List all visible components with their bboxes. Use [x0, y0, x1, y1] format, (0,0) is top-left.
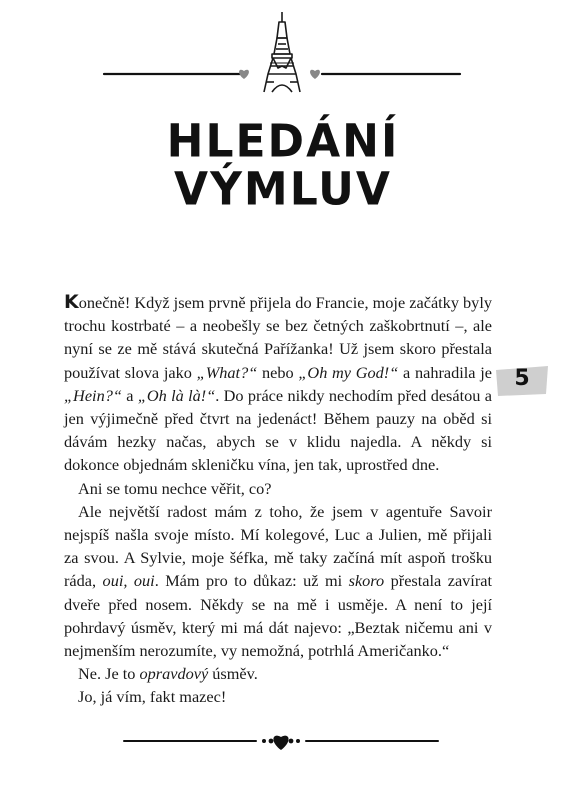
italic-phrase: „Hein?“: [64, 385, 122, 405]
paragraph: Jo, já vím, fakt mazec!: [78, 687, 227, 707]
paragraph: [64, 662, 492, 685]
heart-icon: [310, 70, 320, 79]
paragraph: [64, 291, 492, 477]
drop-cap: K: [64, 291, 79, 313]
paragraph-text: úsměv.: [208, 664, 258, 684]
chapter-title-line-1: HLEDÁNÍ: [166, 114, 400, 168]
paragraph-text: . Mám pro to důkaz: už mi: [154, 571, 349, 591]
chapter-title: [0, 114, 566, 216]
italic-phrase: „What?“: [196, 362, 258, 382]
top-ornament: [96, 8, 468, 100]
paragraph-text: a: [121, 385, 138, 405]
heart-icon: [273, 736, 288, 750]
italic-phrase: oui, oui: [102, 571, 155, 591]
paragraph: [64, 500, 492, 662]
page-number-tab: [494, 364, 550, 398]
paragraph-text: . Do práce nikdy nechodím před desátou a jen výjimečně před čtvrt na jedenáct! Během pauzy na oběd si dávám hezky načas, abych se v klidu najedla. A někdy si dokonce objednám skleničku vína, jen tak, uprostřed dne.: [64, 385, 492, 475]
paragraph: Ani se tomu nechce věřit, co?: [78, 478, 272, 498]
paragraph-text: a nahradila je: [398, 362, 492, 382]
italic-phrase: „Oh my God!“: [298, 362, 399, 382]
italic-phrase: „Oh là là!“: [137, 385, 216, 405]
page-number: 5: [514, 366, 530, 391]
paragraph-text: přestala zavírat dveře před nosem. Někdy se na mě i usměje. A není to její pohrdavý úsměv, který mi má dát najevo: „Beztak ničemu ani v nejmenším nerozumíte, vy nemožná, potrhlá Američanko.“: [64, 571, 493, 661]
italic-phrase: skoro: [348, 571, 385, 591]
paragraph-text: Ne. Je to: [78, 664, 140, 684]
italic-phrase: opravdový: [139, 664, 209, 684]
paragraph-text: onečně! Když jsem prvně přijela do Francie, moje začátky byly trochu kostrbaté – a neobešly se bez četných zaškobrtnutí –, ale nyní se ze mě stává skutečná Pařížanka! Už jsem skoro přestala používat slova jako: [64, 293, 492, 382]
bottom-ornament: [120, 728, 442, 754]
chapter-title-line-2: VÝMLUV: [174, 162, 392, 216]
heart-icon: [239, 70, 249, 79]
eiffel-tower-icon: [264, 12, 300, 92]
chapter-body: [64, 291, 492, 709]
paragraph-text: nebo: [257, 362, 299, 382]
paragraph-text: Ale největší radost mám z toho, že jsem v agentuře Savoir nejspíš našla svoje místo. Mí kolegové, Luc a Julien, mě přijali za svou. A Sylvie, moje šéfka, mě taky začíná mít aspoň trošku ráda,: [64, 501, 492, 591]
